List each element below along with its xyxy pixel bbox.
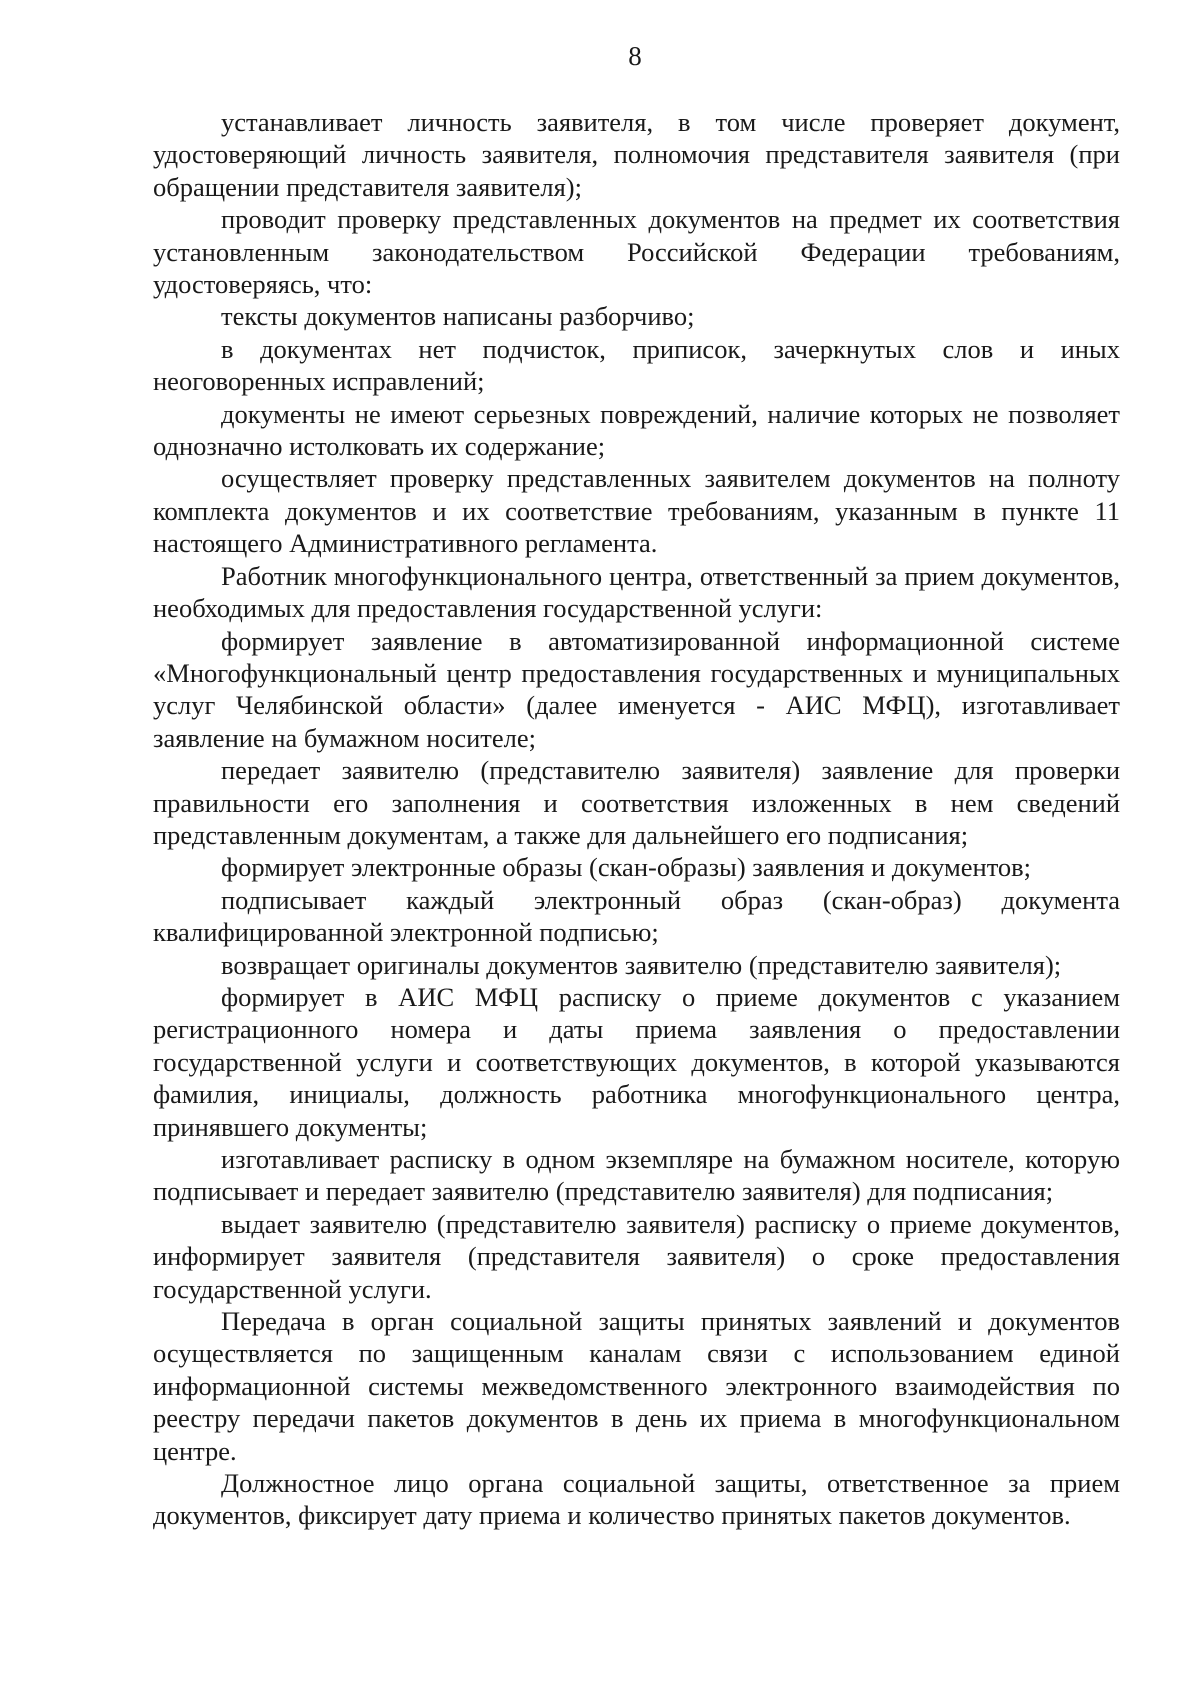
paragraph: передает заявителю (представителю заявителя) заявление для проверки правильности его заполнения и соответствия изложенных в нем сведений представленным документам, а также для дальнейшего его подписания; — [153, 755, 1120, 850]
paragraph: Работник многофункционального центра, ответственный за прием документов, необходимых для предоставления государственной услуги: — [153, 560, 1120, 624]
paragraph: формирует заявление в автоматизированной информационной системе «Многофункциональный центр предоставления государственных и муниципальных услуг Челябинской области» (далее именуется - АИС МФЦ), изготавливает заявление на бумажном носителе; — [153, 625, 1120, 753]
paragraph: выдает заявителю (представителю заявителя) расписку о приеме документов, информирует заявителя (представителя заявителя) о сроке предоставления государственной услуги. — [153, 1208, 1120, 1304]
paragraph: проводит проверку представленных документов на предмет их соответствия установленным законодательством Российской Федерации требованиям, удостоверяясь, что: — [153, 204, 1120, 300]
paragraph: Передача в орган социальной защиты принятых заявлений и документов осуществляется по защищенным каналам связи с использованием единой информационной системы межведомственного электронного взаимодействия по реестру передачи пакетов документов в день их приема в многофункциональном центре. — [153, 1306, 1120, 1466]
paragraph: документы не имеют серьезных повреждений, наличие которых не позволяет однозначно истолковать их содержание; — [153, 398, 1120, 462]
paragraph: подписывает каждый электронный образ (скан-образ) документа квалифицированной электронной подписью; — [153, 884, 1120, 948]
page-number: 8 — [628, 41, 642, 71]
paragraph: в документах нет подчисток, приписок, зачеркнутых слов и иных неоговоренных исправлений; — [153, 333, 1120, 397]
document-body — [153, 106, 1120, 1532]
paragraph: формирует в АИС МФЦ расписку о приеме документов с указанием регистрационного номера и даты приема заявления о предоставлении государственной услуги и соответствующих документов, в которой указываются фамилия, инициалы, должность работника многофункционального центра, принявшего документы; — [153, 981, 1120, 1142]
paragraph: устанавливает личность заявителя, в том числе проверяет документ, удостоверяющий личность заявителя, полномочия представителя заявителя (при обращении представителя заявителя); — [153, 107, 1120, 202]
paragraph: осуществляет проверку представленных заявителем документов на полноту комплекта документов и их соответствие требованиям, указанным в пункте 11 настоящего Административного регламента. — [153, 463, 1120, 559]
paragraph: Должностное лицо органа социальной защиты, ответственное за прием документов, фиксирует дату приема и количество принятых пакетов документов. — [153, 1468, 1120, 1531]
paragraph: формирует электронные образы (скан-образы) заявления и документов; — [221, 852, 1032, 883]
paragraph: тексты документов написаны разборчиво; — [221, 301, 695, 332]
paragraph: возвращает оригиналы документов заявителю (представителю заявителя); — [221, 949, 1062, 980]
paragraph: изготавливает расписку в одном экземпляре на бумажном носителе, которую подписывает и передает заявителю (представителю заявителя) для подписания; — [153, 1144, 1120, 1207]
